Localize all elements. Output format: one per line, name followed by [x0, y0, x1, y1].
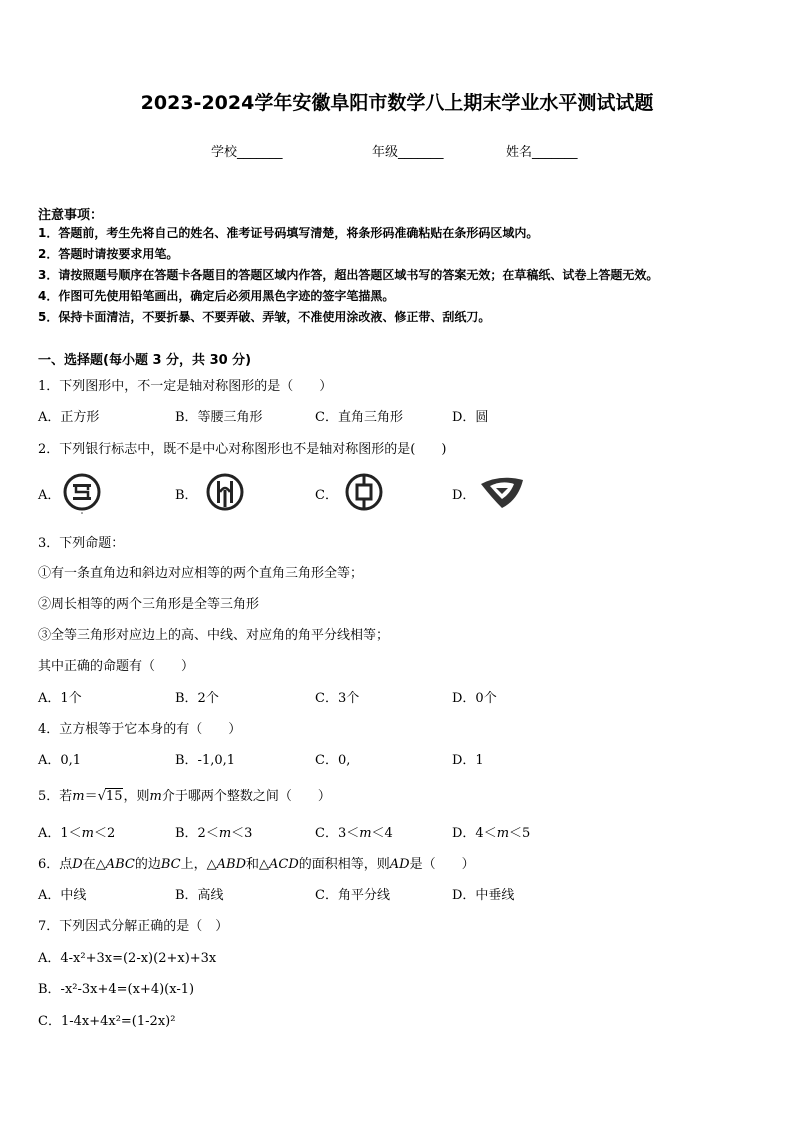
question-1-stem: 1．下列图形中，不一定是轴对称图形的是（ ） — [38, 379, 333, 394]
sqrt-radicand: 15 — [105, 789, 123, 804]
grade-field: 年级_______ — [372, 145, 444, 160]
q6-option-b: B．高线 — [175, 888, 224, 903]
section-heading: 一、选择题(每小题 3 分，共 30 分) — [38, 353, 252, 368]
question-3-stem: 3．下列命题： — [38, 536, 125, 551]
bank-logo-d-icon — [478, 470, 526, 514]
question-4-stem: 4．立方根等于它本身的有（ ） — [38, 722, 242, 737]
q3-option-d: D．0个 — [452, 691, 497, 706]
question-7-stem: 7．下列因式分解正确的是（ ） — [38, 919, 229, 934]
q4-option-d: D．1 — [452, 753, 484, 768]
q6-option-c: C．角平分线 — [315, 888, 390, 903]
q2-label-c: C． — [315, 488, 338, 503]
q4-option-c: C．0, — [315, 753, 351, 768]
question-5-stem: 5．若m＝√15，则m介于哪两个整数之间（ ） — [38, 789, 331, 804]
q3-proposition: ①有一条直角边和斜边对应相等的两个直角三角形全等； — [38, 566, 364, 581]
note-item: 3．请按照题号顺序在答题卡各题目的答题区域内作答，超出答题区域书写的答案无效；在草稿纸、试卷上答题无效。 — [38, 268, 659, 282]
q5-option-c: C．3＜m＜4 — [315, 826, 393, 841]
question-6-stem: 6．点D在△ABC的边BC上，△ABD和△ACD的面积相等，则AD是（ ） — [38, 857, 475, 872]
question-2-stem: 2．下列银行标志中，既不是中心对称图形也不是轴对称图形的是( ) — [38, 442, 447, 457]
q7-option-b: B．-x²-3x+4=(x+4)(x-1) — [38, 982, 195, 997]
bank-logo-a-icon — [60, 470, 104, 514]
bank-logo-c-icon — [342, 470, 386, 514]
q2-label-b: B． — [175, 488, 198, 503]
page-title: 2023-2024学年安徽阜阳市数学八上期末学业水平测试试题 — [140, 92, 654, 114]
q1-option-b: B．等腰三角形 — [175, 410, 263, 425]
q2-label-d: D． — [452, 488, 476, 503]
q7-option-c: C．1-4x+4x²=(1-2x)² — [38, 1014, 176, 1029]
q6-option-a: A．中线 — [38, 888, 87, 903]
q7-option-a: A．4-x²+3x=(2-x)(2+x)+3x — [38, 951, 217, 966]
bank-logo-b-icon — [203, 470, 247, 514]
sqrt-sign-icon: √ — [97, 789, 106, 804]
notes-heading: 注意事项： — [38, 208, 104, 223]
q3-option-b: B．2个 — [175, 691, 219, 706]
q3-option-c: C．3个 — [315, 691, 360, 706]
q3-ask: 其中正确的命题有（ ） — [38, 659, 195, 674]
q1-option-a: A．正方形 — [38, 410, 100, 425]
note-item: 2．答题时请按要求用笔。 — [38, 247, 179, 261]
q3-proposition: ②周长相等的两个三角形是全等三角形 — [38, 597, 260, 612]
q5-option-d: D．4＜m＜5 — [452, 826, 531, 841]
q5-option-a: A．1＜m＜2 — [38, 826, 116, 841]
school-field: 学校_______ — [211, 145, 283, 160]
note-item: 4．作图可先使用铅笔画出，确定后必须用黑色字迹的签字笔描黑。 — [38, 289, 395, 303]
q3-option-a: A．1个 — [38, 691, 82, 706]
note-item: 1．答题前，考生先将自己的姓名、准考证号码填写清楚，将条形码准确粘贴在条形码区域内。 — [38, 226, 539, 240]
q1-option-d: D．圆 — [452, 410, 489, 425]
q4-option-b: B．-1,0,1 — [175, 753, 236, 768]
q6-option-d: D．中垂线 — [452, 888, 515, 903]
q3-proposition: ③全等三角形对应边上的高、中线、对应角的角平分线相等； — [38, 628, 390, 643]
q4-option-a: A．0,1 — [38, 753, 82, 768]
note-item: 5．保持卡面清洁，不要折暴、不要弄破、弄皱，不准使用涂改液、修正带、刮纸刀。 — [38, 310, 491, 324]
name-field: 姓名_______ — [506, 145, 578, 160]
q2-label-a: A． — [38, 488, 61, 503]
q1-option-c: C．直角三角形 — [315, 410, 403, 425]
q5-option-b: B．2＜m＜3 — [175, 826, 253, 841]
